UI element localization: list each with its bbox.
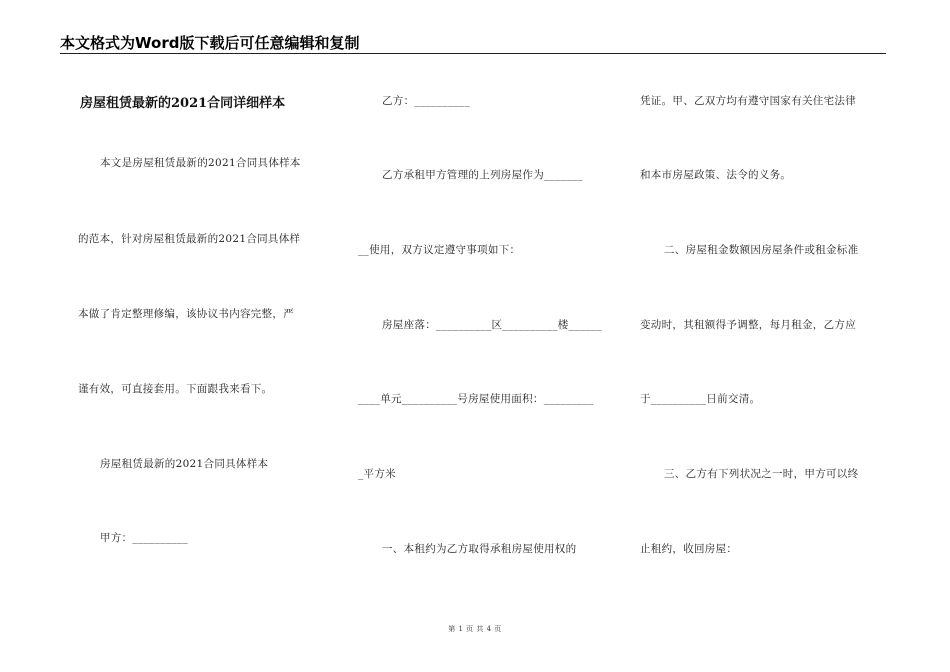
paragraph-line: 和本市房屋政策、法令的义务。 xyxy=(640,169,792,181)
paragraph-line: 乙方：__________ xyxy=(382,95,470,107)
paragraph-line: 于__________日前交清。 xyxy=(640,393,761,405)
page-number: 第 1 页 共 4 页 xyxy=(448,625,502,633)
header-divider xyxy=(60,53,886,54)
paragraph-line: 房屋租赁最新的2021合同具体样本 xyxy=(100,458,269,470)
paragraph-line: 三、乙方有下列状况之一时，甲方可以终 xyxy=(664,468,859,480)
paragraph-line: 乙方承租甲方管理的上列房屋作为_______ xyxy=(382,169,583,181)
paragraph-line: ____单元__________号房屋使用面积：_________ xyxy=(358,393,594,405)
paragraph-line: 凭证。甲、乙双方均有遵守国家有关住宅法律 xyxy=(640,95,856,107)
paragraph-line: 房屋座落：__________区__________楼______ xyxy=(382,319,602,331)
paragraph-line: 二、房屋租金数额因房屋条件或租金标准 xyxy=(664,244,859,256)
header-title: 本文格式为Word版下载后可任意编辑和复制 xyxy=(60,34,360,52)
paragraph-line: _平方米 xyxy=(358,468,396,480)
paragraph-line: 谨有效，可直接套用。下面跟我来看下。 xyxy=(78,383,273,395)
paragraph-line: 变动时，其租额得予调整，每月租金，乙方应 xyxy=(640,319,856,331)
paragraph-line: 的范本，针对房屋租赁最新的2021合同具体样 xyxy=(78,233,301,245)
paragraph-line: 止租约，收回房屋： xyxy=(640,543,738,555)
paragraph-line: __使用，双方议定遵守事项如下： xyxy=(358,244,521,256)
document-title: 房屋租赁最新的2021合同详细样本 xyxy=(80,96,286,111)
paragraph-line: 本文是房屋租赁最新的2021合同具体样本 xyxy=(100,157,301,169)
paragraph-line: 本做了肯定整理修编，该协议书内容完整，严 xyxy=(78,308,294,320)
paragraph-line: 甲方：__________ xyxy=(100,532,188,544)
paragraph-line: 一、本租约为乙方取得承租房屋使用权的 xyxy=(382,543,577,555)
